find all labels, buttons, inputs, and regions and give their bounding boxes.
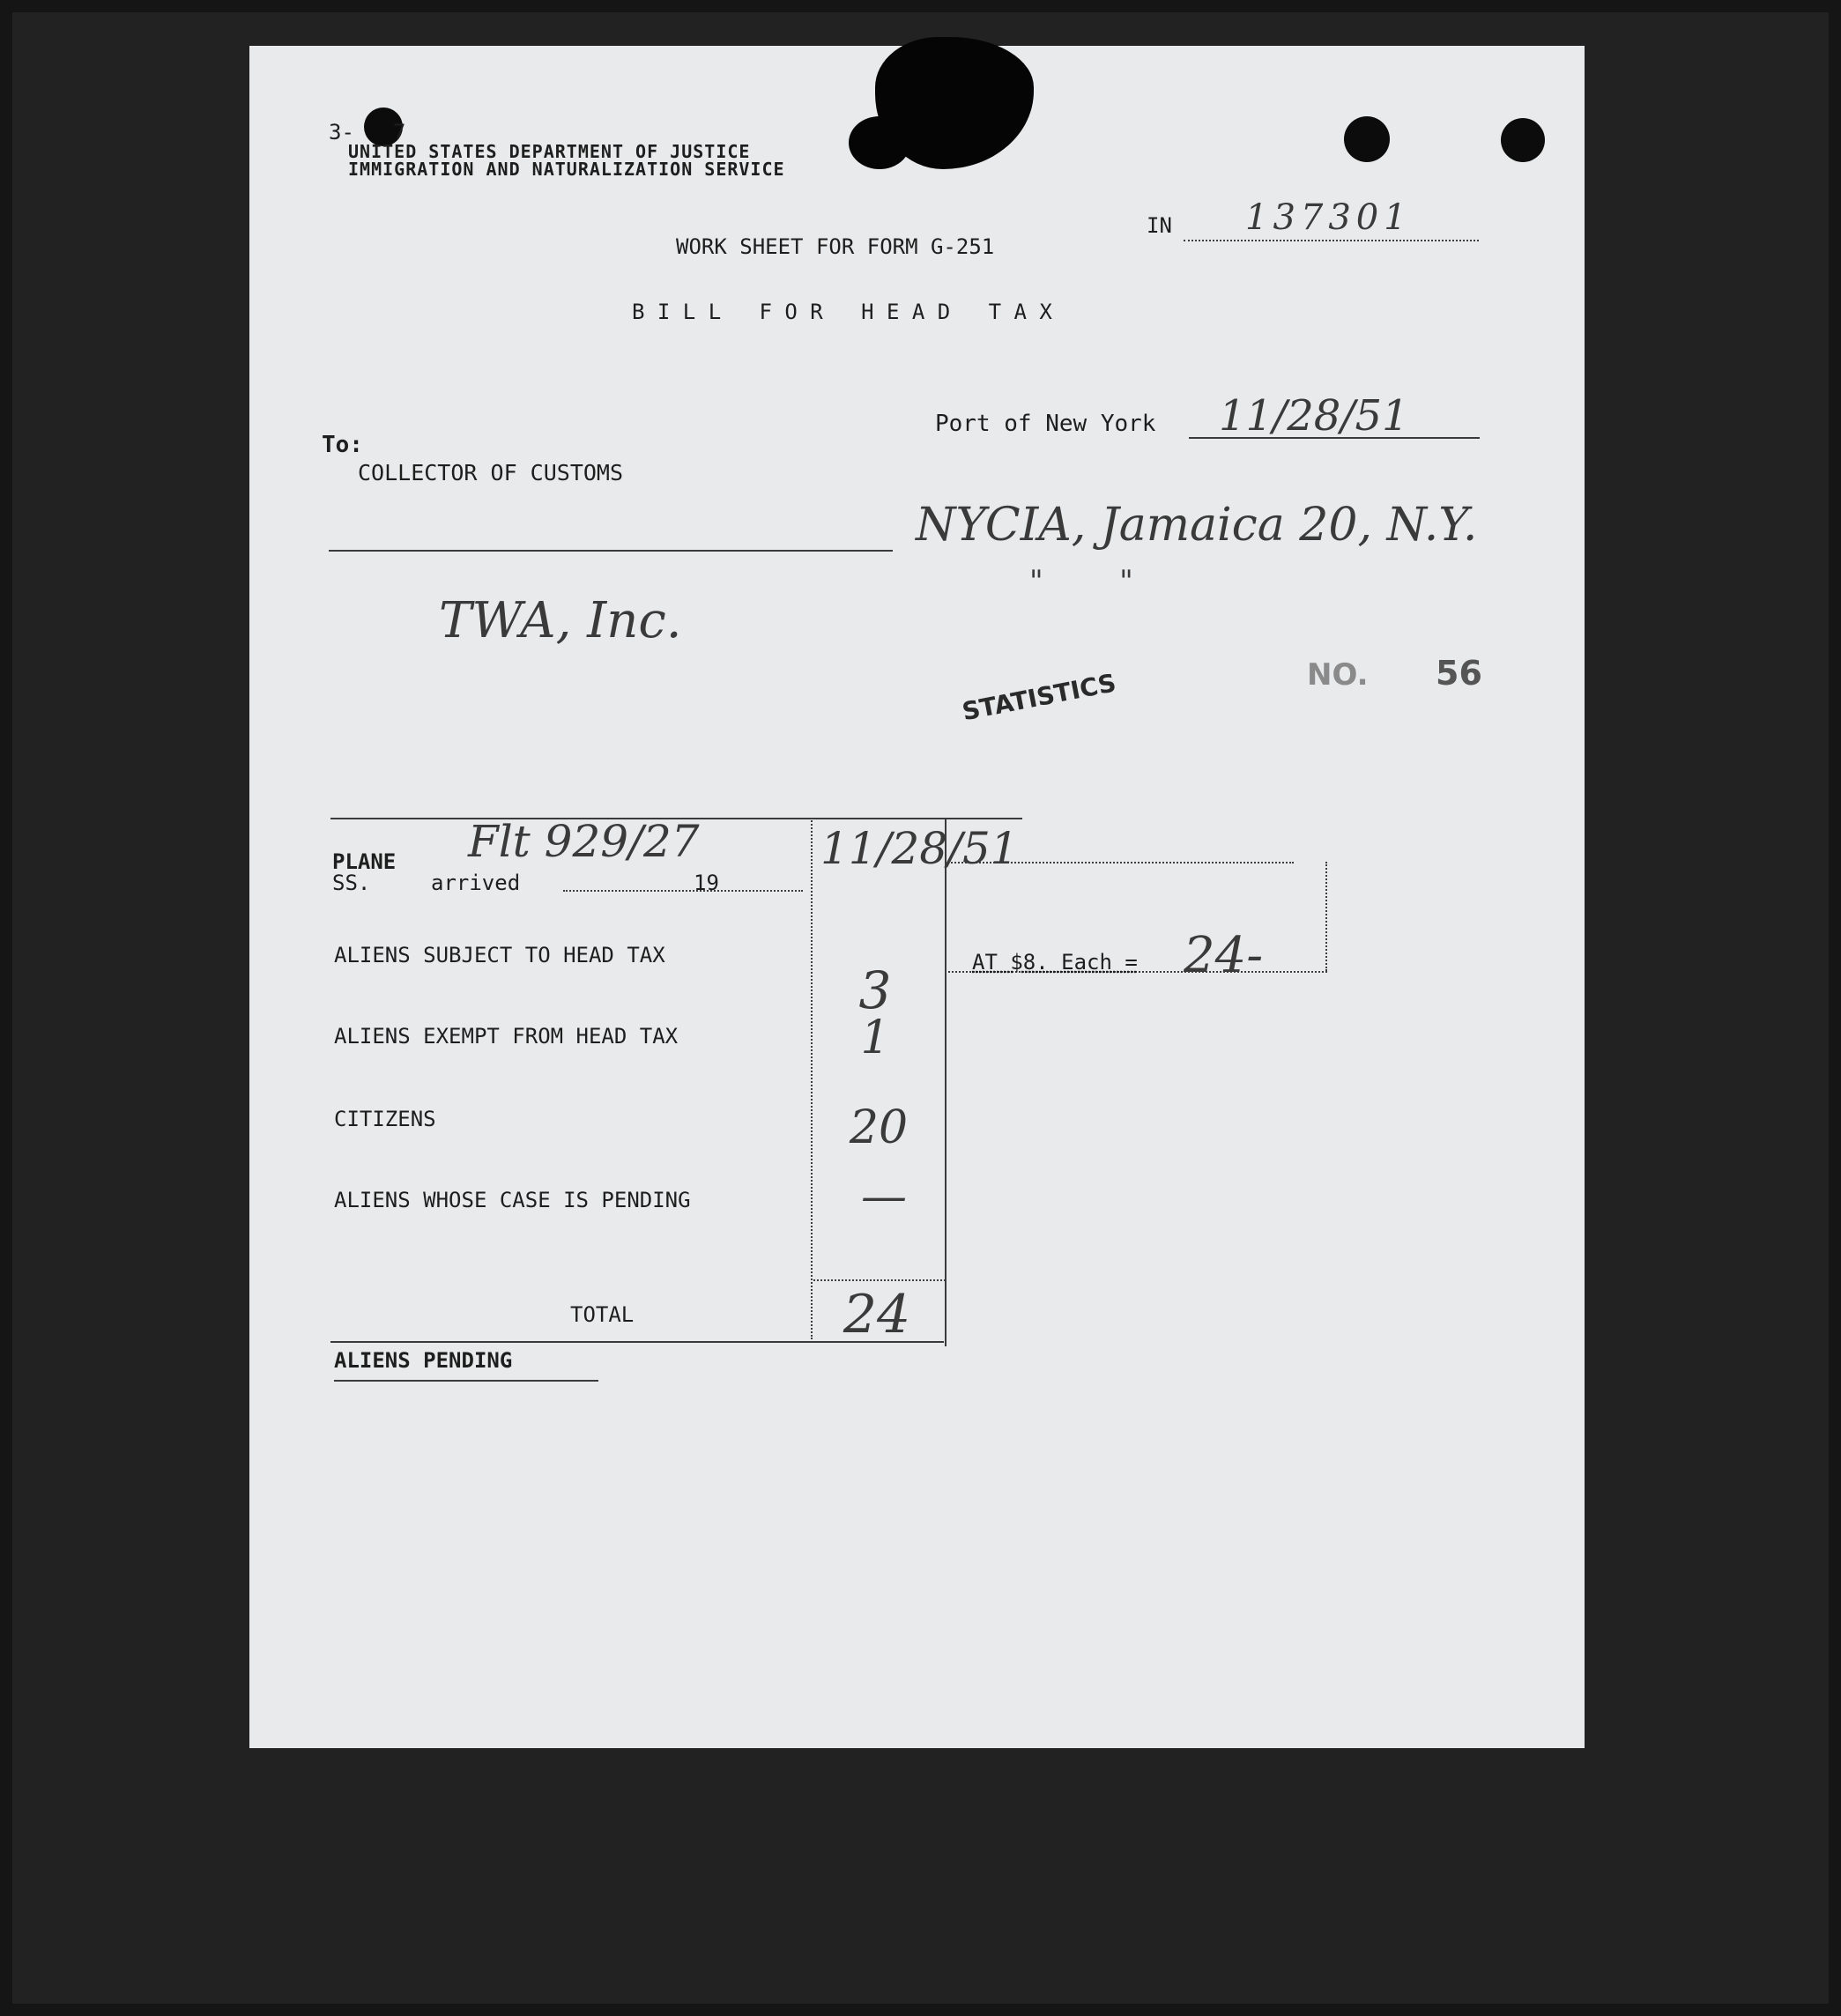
in-number: 137301 [1245, 197, 1412, 238]
collector-of-customs: COLLECTOR OF CUSTOMS [358, 460, 624, 485]
row-label-subject: ALIENS SUBJECT TO HEAD TAX [334, 943, 665, 967]
location-handwritten: NYCIA, Jamaica 20, N.Y. [916, 499, 1478, 552]
table-count-col-left [811, 818, 813, 1339]
arrived-label: arrived [431, 871, 521, 895]
arrived-line [563, 890, 803, 892]
ss-label: SS. [332, 871, 371, 895]
row-label-pending-case: ALIENS WHOSE CASE IS PENDING [334, 1188, 691, 1212]
number-label: NO. [1307, 657, 1369, 693]
year-prefix: 19 [694, 871, 719, 895]
row-label-exempt: ALIENS EXEMPT FROM HEAD TAX [334, 1024, 679, 1049]
to-label: To: [322, 432, 363, 458]
ditto-marks: " " [1029, 564, 1133, 599]
address-line [329, 550, 893, 552]
punch-hole-right-2 [1501, 118, 1545, 162]
total-label: TOTAL [570, 1302, 635, 1327]
row-value-subject: 3 [858, 960, 892, 1020]
ink-blot-small [849, 116, 910, 169]
row-value-pending-case: — [861, 1170, 907, 1223]
rate-amount: 24- [1184, 927, 1264, 984]
pending-underline [334, 1380, 598, 1382]
form-number-head: 3- [329, 120, 354, 145]
department-line: UNITED STATES DEPARTMENT OF JUSTICE [348, 141, 751, 162]
number-value: 56 [1436, 654, 1482, 693]
worksheet-title: WORK SHEET FOR FORM G-251 [676, 234, 995, 259]
row-value-exempt: 1 [860, 1012, 890, 1064]
plane-label: PLANE [332, 849, 397, 874]
punch-hole-right-1 [1344, 116, 1390, 162]
carrier-handwritten: TWA, Inc. [439, 592, 682, 649]
bill-date: 11/28/51 [1219, 391, 1409, 441]
row-label-citizens: CITIZENS [334, 1107, 436, 1131]
total-value: 24 [843, 1284, 911, 1345]
rate-label: AT $8. Each = [972, 950, 1138, 975]
in-label: IN [1147, 213, 1172, 238]
aliens-pending-label: ALIENS PENDING [334, 1348, 513, 1373]
document-page [249, 46, 1585, 1748]
port-label: Port of New York [935, 411, 1156, 437]
row-value-citizens: 20 [849, 1101, 909, 1154]
flight-handwritten: Flt 929/27 [468, 816, 700, 867]
in-number-line [1184, 240, 1479, 241]
table-count-col-right [945, 818, 946, 1346]
arrival-date-handwritten: 11/28/51 [820, 823, 1019, 874]
statistics-stamp: STATISTICS [960, 668, 1119, 727]
rate-box-right [1325, 862, 1327, 971]
total-top-line [813, 1279, 946, 1281]
form-number-tail: 7 [392, 120, 406, 145]
service-line: IMMIGRATION AND NATURALIZATION SERVICE [348, 159, 785, 180]
bill-title: B I L L F O R H E A D T A X [632, 300, 1052, 324]
